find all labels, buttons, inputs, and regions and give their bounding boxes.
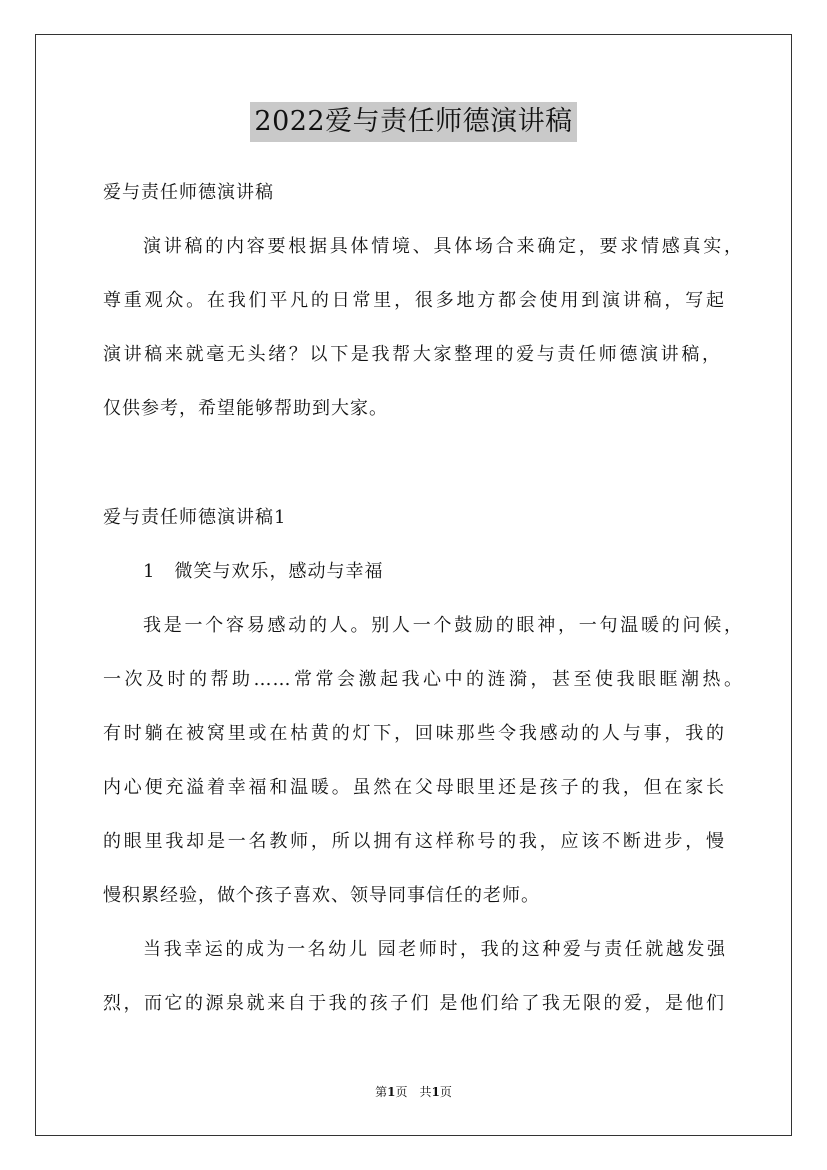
footer-page-suffix: 页 共 [395, 1085, 432, 1099]
paragraph1-line-3: 有时躺在被窝里或在枯黄的灯下，回味那些令我感动的人与事，我的 [103, 723, 725, 744]
footer-total-suffix: 页 [439, 1085, 452, 1099]
document-title-text: 2022爱与责任师德演讲稿 [250, 102, 576, 142]
page-footer [0, 1083, 827, 1101]
footer-page-number: 1 [387, 1085, 396, 1099]
intro-line-2: 尊重观众。在我们平凡的日常里，很多地方都会使用到演讲稿，写起 [103, 290, 725, 311]
footer-page-label: 第 [375, 1085, 388, 1099]
paragraph1-line-1: 我是一个容易感动的人。别人一个鼓励的眼神，一句温暖的问候， [143, 615, 743, 636]
paragraph1-line-4: 内心便充溢着幸福和温暖。虽然在父母眼里还是孩子的我，但在家长 [103, 777, 725, 798]
paragraph1-line-2: 一次及时的帮助……常常会激起我心中的涟漪，甚至使我眼眶潮热。 [103, 669, 743, 690]
paragraph1-line-6: 慢积累经验，做个孩子喜欢、领导同事信任的老师。 [103, 885, 540, 906]
paragraph1-line-5: 的眼里我却是一名教师，所以拥有这样称号的我，应该不断进步，慢 [103, 831, 725, 852]
paragraph2-line-1: 当我幸运的成为一名幼儿 园老师时，我的这种爱与责任就越发强 [143, 939, 726, 960]
document-title [0, 102, 827, 142]
section-heading: 爱与责任师德演讲稿1 [103, 507, 287, 528]
paragraph2-line-2: 烈，而它的源泉就来自于我的孩子们 是他们给了我无限的爱，是他们 [103, 993, 725, 1014]
intro-line-4: 仅供参考，希望能够帮助到大家。 [103, 398, 388, 419]
document-subtitle: 爱与责任师德演讲稿 [103, 182, 274, 203]
intro-line-3: 演讲稿来就毫无头绪？以下是我帮大家整理的爱与责任师德演讲稿， [103, 344, 721, 365]
footer-total-pages: 1 [431, 1085, 440, 1099]
subsection-heading: 1 微笑与欢乐，感动与幸福 [143, 561, 384, 582]
intro-line-1: 演讲稿的内容要根据具体情境、具体场合来确定，要求情感真实， [143, 236, 743, 257]
